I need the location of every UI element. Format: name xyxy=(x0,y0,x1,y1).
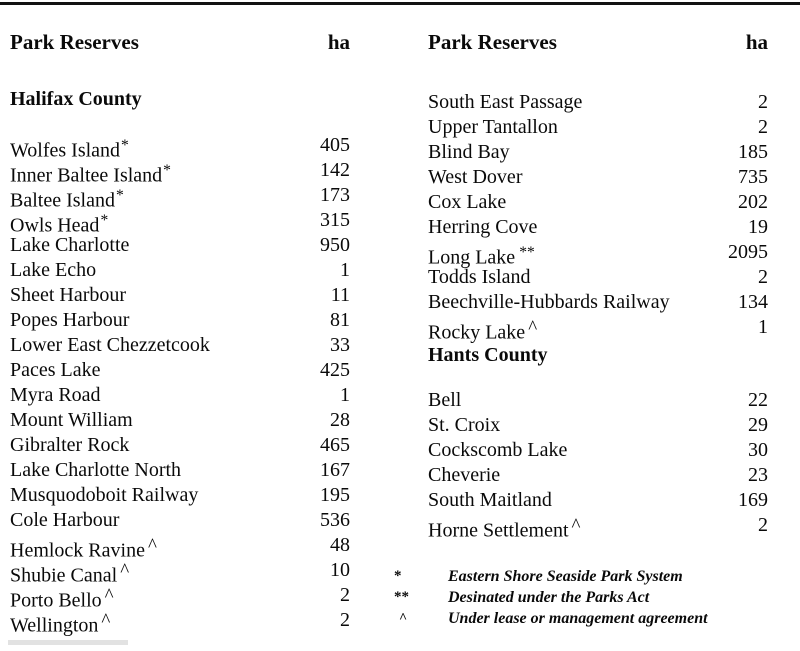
table-row xyxy=(10,283,350,308)
table-row xyxy=(428,140,768,165)
reserve-area-ha: 315 xyxy=(320,209,350,231)
column-header-unit: ha xyxy=(745,30,768,54)
reserve-area-ha: 28 xyxy=(330,409,350,431)
reserve-name: Myra Road xyxy=(10,384,101,406)
reserve-area-ha: 167 xyxy=(320,459,350,481)
reserve-name: Lower East Chezzetcook xyxy=(10,334,210,356)
reserve-area-ha: 29 xyxy=(748,414,768,436)
reserve-name: Horne Settlement ^ xyxy=(428,515,581,542)
table-row xyxy=(428,90,768,115)
reserve-area-ha: 536 xyxy=(320,509,350,531)
table-row xyxy=(10,583,350,612)
reserve-name: Blind Bay xyxy=(428,141,510,163)
reserve-name: South East Passage xyxy=(428,91,583,113)
reserve-area-ha: 1 xyxy=(340,259,350,281)
legend-text: Under lease or management agreement xyxy=(448,610,708,627)
reserve-area-ha: 23 xyxy=(748,464,768,486)
reserve-name: Paces Lake xyxy=(10,359,101,381)
footnote-marker-asterisk: * xyxy=(121,137,129,154)
reserve-area-ha: 48 xyxy=(330,534,350,556)
reserve-area-ha: 2 xyxy=(758,514,768,536)
column-header-left xyxy=(10,30,350,55)
column-header-name: Park Reserves xyxy=(428,30,557,54)
reserve-name: Todds Island xyxy=(428,266,531,288)
reserve-name: Mount William xyxy=(10,409,133,431)
page-top-rule xyxy=(0,2,800,5)
footnote-marker-caret: ^ xyxy=(101,610,111,631)
reserve-name: Inner Baltee Island* xyxy=(10,162,171,187)
legend-marker: ^ xyxy=(399,611,408,626)
reserve-area-ha: 142 xyxy=(320,159,350,181)
table-row xyxy=(10,183,350,212)
reserve-name: Cockscomb Lake xyxy=(428,439,568,461)
footnote-legend xyxy=(394,566,794,629)
footnote-marker-asterisk: * xyxy=(100,212,109,229)
table-row xyxy=(428,215,768,240)
reserve-name: Bell xyxy=(428,389,462,411)
table-row xyxy=(428,463,768,488)
table-row xyxy=(428,165,768,190)
legend-marker: ** xyxy=(394,589,409,605)
table-row xyxy=(428,413,768,438)
reserve-area-ha: 1 xyxy=(340,384,350,406)
table-row xyxy=(10,458,350,483)
table-row xyxy=(10,558,350,587)
footnote-marker-caret: ^ xyxy=(120,560,130,581)
table-row xyxy=(10,158,350,187)
reserve-area-ha: 2 xyxy=(758,116,768,138)
table-row xyxy=(428,290,768,315)
table-row xyxy=(10,308,350,333)
legend-row xyxy=(394,587,794,608)
footnote-marker-double-asterisk: ** xyxy=(519,244,535,261)
reserve-area-ha: 2 xyxy=(758,266,768,288)
table-row xyxy=(428,488,768,513)
reserve-area-ha: 1 xyxy=(758,316,768,338)
footnote-marker-asterisk: * xyxy=(163,162,171,179)
reserve-name: Lake Echo xyxy=(10,259,97,281)
reserve-area-ha: 2 xyxy=(340,609,350,631)
table-row xyxy=(10,358,350,383)
table-row xyxy=(428,115,768,140)
reserve-name: West Dover xyxy=(428,166,523,188)
table-row xyxy=(10,433,350,458)
table-row xyxy=(428,315,768,344)
reserve-name: Lake Charlotte North xyxy=(10,459,182,481)
reserve-area-ha: 2 xyxy=(340,584,350,606)
reserve-name: Long Lake ** xyxy=(428,244,535,269)
legend-row xyxy=(394,608,794,629)
legend-text: Eastern Shore Seaside Park System xyxy=(448,568,683,585)
column-header-right xyxy=(428,30,768,55)
reserve-area-ha: 425 xyxy=(320,359,350,381)
reserve-area-ha: 2095 xyxy=(728,241,768,263)
section-heading-hants: Hants County xyxy=(428,344,548,366)
reserve-area-ha: 22 xyxy=(748,389,768,411)
reserve-area-ha: 19 xyxy=(748,216,768,238)
reserve-area-ha: 30 xyxy=(748,439,768,461)
reserve-area-ha: 169 xyxy=(738,489,768,511)
reserve-area-ha: 134 xyxy=(738,291,768,313)
reserve-area-ha: 2 xyxy=(758,91,768,113)
reserve-area-ha: 950 xyxy=(320,234,350,256)
reserve-name: Cole Harbour xyxy=(10,509,120,531)
reserve-name: Gibralter Rock xyxy=(10,434,130,456)
table-row xyxy=(428,388,768,413)
reserve-area-ha: 735 xyxy=(738,166,768,188)
reserve-name: Popes Harbour xyxy=(10,309,130,331)
reserve-name: Lake Charlotte xyxy=(10,234,130,256)
section-heading-halifax: Halifax County xyxy=(10,88,142,110)
reserve-name: Shubie Canal ^ xyxy=(10,560,130,587)
reserve-area-ha: 185 xyxy=(738,141,768,163)
reserve-area-ha: 11 xyxy=(330,284,350,306)
reserve-area-ha: 465 xyxy=(320,434,350,456)
reserve-area-ha: 195 xyxy=(320,484,350,506)
table-row xyxy=(10,333,350,358)
reserve-name: Herring Cove xyxy=(428,216,538,238)
table-row xyxy=(10,533,350,562)
table-row xyxy=(428,438,768,463)
footnote-marker-caret: ^ xyxy=(104,585,114,606)
column-header-name: Park Reserves xyxy=(10,30,139,54)
reserve-area-ha: 10 xyxy=(330,559,350,581)
reserve-name: Wolfes Island* xyxy=(10,137,129,162)
reserve-name: Musquodoboit Railway xyxy=(10,484,199,506)
table-row xyxy=(10,258,350,283)
reserve-area-ha: 81 xyxy=(330,309,350,331)
reserve-name: Owls Head* xyxy=(10,212,109,237)
table-row xyxy=(10,233,350,258)
table-row xyxy=(428,513,768,542)
legend-row xyxy=(394,566,794,587)
reserve-name: Sheet Harbour xyxy=(10,284,127,306)
table-row xyxy=(10,483,350,508)
reserve-name: Cox Lake xyxy=(428,191,507,213)
scan-artifact xyxy=(8,640,128,645)
reserve-area-ha: 405 xyxy=(320,134,350,156)
reserve-name: Wellington ^ xyxy=(10,610,111,637)
reserve-name: St. Croix xyxy=(428,414,501,436)
footnote-marker-asterisk: * xyxy=(115,187,124,204)
column-header-unit: ha xyxy=(327,30,350,54)
reserve-area-ha: 202 xyxy=(738,191,768,213)
table-row xyxy=(10,383,350,408)
table-row xyxy=(428,190,768,215)
legend-marker: * xyxy=(394,568,402,584)
table-row xyxy=(428,265,768,290)
footnote-marker-caret: ^ xyxy=(528,317,538,338)
reserve-name: Upper Tantallon xyxy=(428,116,558,138)
reserve-name: Rocky Lake ^ xyxy=(428,317,538,344)
reserve-name: South Maitland xyxy=(428,489,552,511)
reserve-name: Beechville-Hubbards Railway xyxy=(428,291,670,313)
reserve-name: Baltee Island* xyxy=(10,187,124,212)
table-row xyxy=(10,408,350,433)
reserve-name: Cheverie xyxy=(428,464,501,486)
reserve-area-ha: 33 xyxy=(330,334,350,356)
reserve-name: Porto Bello ^ xyxy=(10,585,114,612)
reserve-area-ha: 173 xyxy=(320,184,350,206)
footnote-marker-caret: ^ xyxy=(147,535,157,556)
table-row xyxy=(428,240,768,269)
table-row xyxy=(10,208,350,237)
table-row xyxy=(10,508,350,533)
table-row xyxy=(10,608,350,637)
reserve-name: Hemlock Ravine ^ xyxy=(10,535,157,562)
legend-text: Desinated under the Parks Act xyxy=(448,589,650,606)
table-row xyxy=(10,133,350,162)
footnote-marker-caret: ^ xyxy=(571,515,581,536)
